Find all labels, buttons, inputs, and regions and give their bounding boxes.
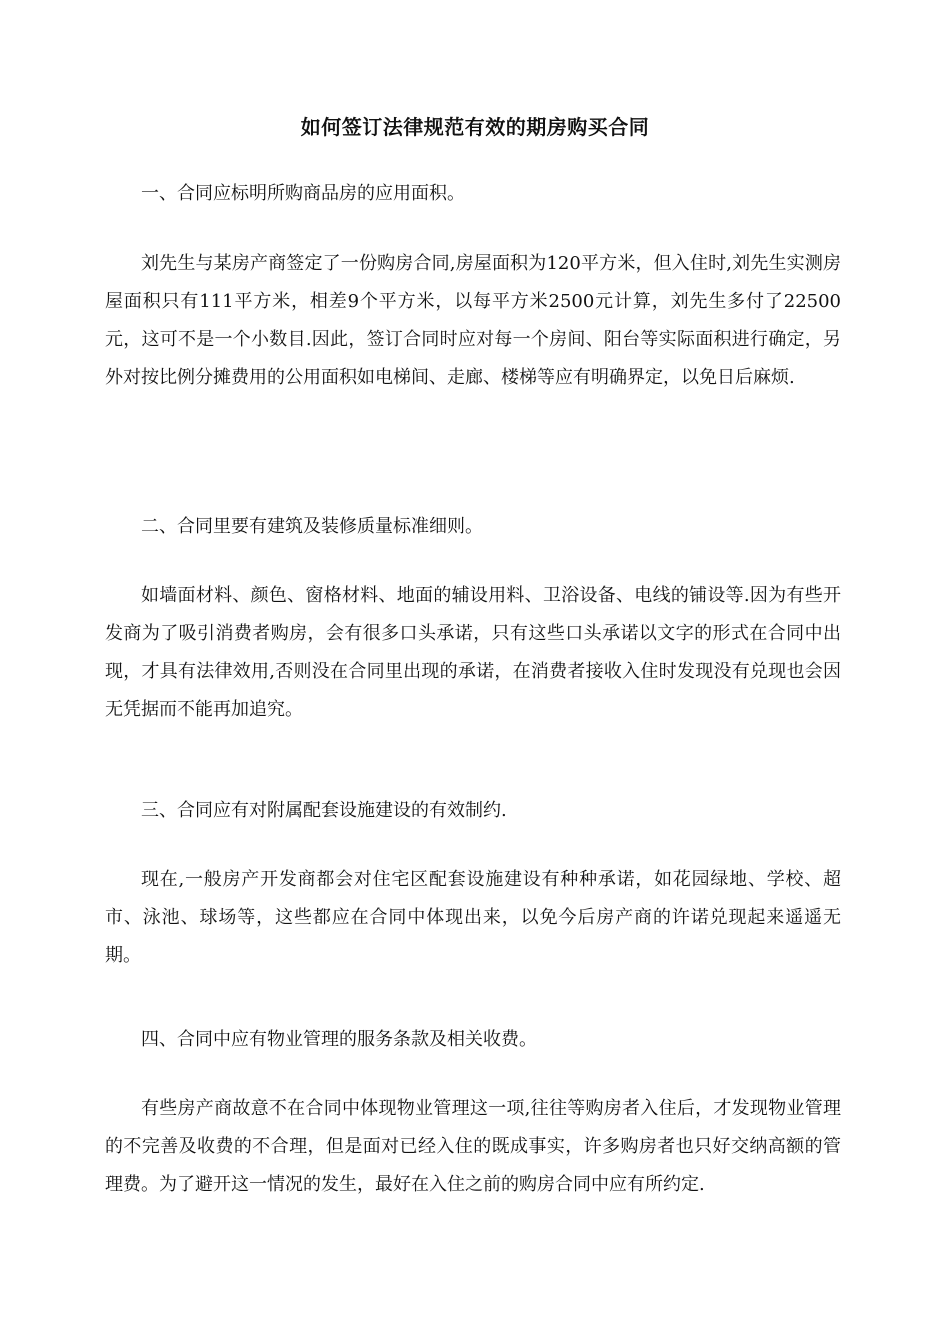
section-heading-4: 四、合同中应有物业管理的服务条款及相关收费。 [141, 1029, 537, 1050]
section-paragraph-3: 现在,一般房产开发商都会对住宅区配套设施建设有种种承诺，如花园绿地、学校、超市、泳池、球场等，这些都应在合同中体现出来，以免今后房产商的许诺兑现起来遥遥无期。 [105, 869, 841, 966]
section-paragraph-1: 刘先生与某房产商签定了一份购房合同,房屋面积为120平方米，但入住时,刘先生实测房屋面积只有111平方米，相差9个平方米，以每平方米2500元计算，刘先生多付了22500元，这可不是一个小数目.因此，签订合同时应对每一个房间、阳台等实际面积进行确定，另外对按比例分摊费用的公用面积如电梯间、走廊、楼梯等应有明确界定，以免日后麻烦. [105, 253, 841, 388]
section-heading-3: 三、合同应有对附属配套设施建设的有效制约. [141, 800, 507, 821]
section-paragraph-2: 如墙面材料、颜色、窗格材料、地面的辅设用料、卫浴设备、电线的铺设等.因为有些开发商为了吸引消费者购房，会有很多口头承诺，只有这些口头承诺以文字的形式在合同中出现，才具有法律效用,否则没在合同里出现的承诺，在消费者接收入住时发现没有兑现也会因无凭据而不能再加追究。 [105, 585, 841, 720]
document-title: 如何签订法律规范有效的期房购买合同 [300, 115, 650, 139]
section-heading-1: 一、合同应标明所购商品房的应用面积。 [141, 183, 465, 204]
section-paragraph-4: 有些房产商故意不在合同中体现物业管理这一项,往往等购房者入住后，才发现物业管理的不完善及收费的不合理，但是面对已经入住的既成事实，许多购房者也只好交纳高额的管理费。为了避开这一情况的发生，最好在入住之前的购房合同中应有所约定. [105, 1098, 841, 1195]
section-heading-2: 二、合同里要有建筑及装修质量标准细则。 [141, 516, 483, 537]
